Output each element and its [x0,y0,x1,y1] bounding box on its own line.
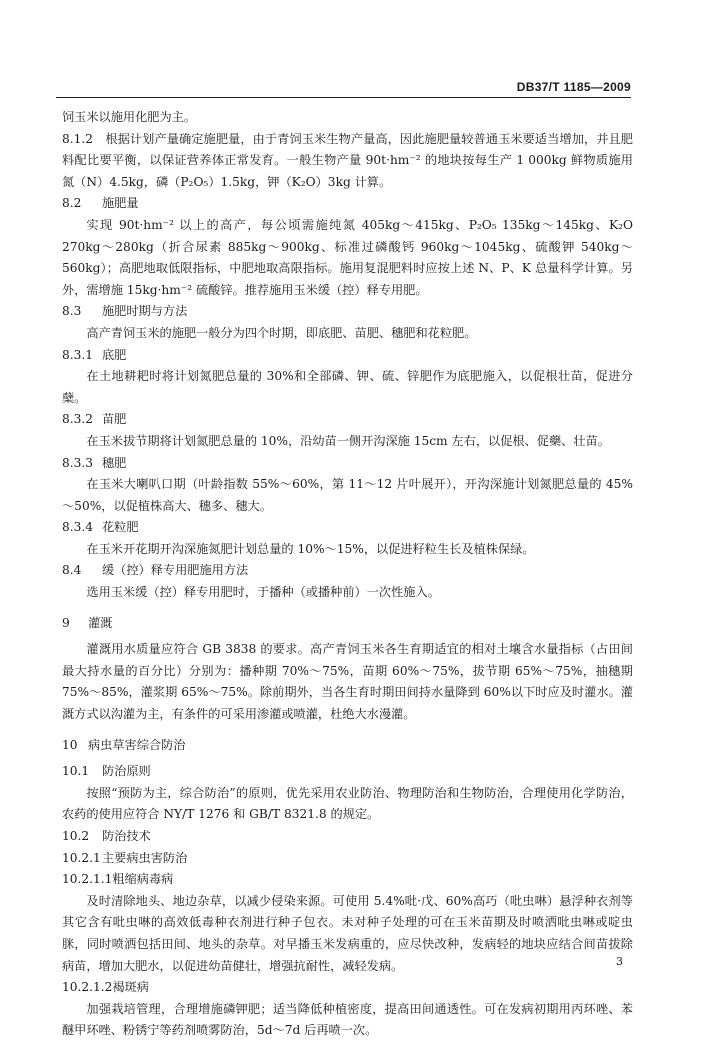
clause-number: 10.2.1.2 [62,980,113,995]
clause-heading [62,560,633,582]
document-body [62,107,633,1042]
paragraph: 按照“预防为主，综合防治”的原则，优先采用农业防治、物理防治和生物防治，合理使用化学防治，农药的使用应符合 NY/T 1276 和 GB/T 8321.8 的规定。 [62,785,633,822]
paragraph: 在玉米大喇叭口期（叶龄指数 55%～60%，第 11～12 片叶展开），开沟深施计划氮肥总量的 45%～50%，以促植株高大、穗多、穗大。 [62,477,633,513]
clause-number: 10.2 [62,829,90,843]
clause-number: 8.3 [62,304,82,319]
clause-heading [62,453,633,475]
clause-number: 10.1 [62,764,90,779]
clause-number: 8.2 [62,196,82,211]
clause-number: 8.3.3 [62,455,94,470]
clause-heading [62,761,633,783]
clause-title: 底肥 [102,347,127,362]
clause-number: 8.3.4 [62,520,94,535]
clause-heading [62,301,633,323]
paragraph: 加强栽培管理，合理增施磷钾肥；适当降低种植密度，提高田间通透性。可在发病初期用丙环唑、苯醚甲环唑、粉锈宁等药剂喷雾防治，5d～7d 后再喷一次。 [62,1001,633,1038]
paragraph: 及时清除地头、地边杂草，以减少侵染来源。可使用 5.4%吡·戊、60%高巧（吡虫啉）悬浮种衣剂等其它含有吡虫啉的高效低毒种衣剂进行种子包衣。未对种子处理的可在玉米苗期及时喷洒吡虫啉或啶虫脒，同时喷洒包括田间、地头的杂草。对早播玉米发病重的，应尽快改种，发病轻的地块应结合间苗拔除病苗，增加大肥水，以促进幼苗健壮，增强抗耐性，减轻发病。 [62,893,633,973]
clause-title: 苗肥 [102,412,127,427]
clause-title: 穗肥 [102,455,127,470]
clause-heading [62,869,633,891]
clause-title: 防治原则 [102,764,151,779]
clause-heading [62,977,633,999]
paragraph: 饲玉米以施用化肥为主。 [62,110,197,124]
page-number: 3 [616,955,623,968]
paragraph: 在玉米拔节期将计划氮肥总量的 10%，沿幼苗一侧开沟深施 15cm 左右，以促根、促藥、壮苗。 [86,433,610,448]
clause-number: 8.4 [62,563,82,578]
clause-title: 施肥量 [102,196,139,211]
clause-heading [62,193,633,215]
clause-title: 主要病虫害防治 [102,850,188,865]
paragraph: 在土地耕耙时将计划氮肥总量的 30%和全部磷、钾、硫、锌肥作为底肥施入，以促根壮苗，促进分蘖。 [62,369,633,405]
paragraph: 实现 90t·hm⁻² 以上的高产，每公顷需施纯氮 405kg～415kg、P₂O₅ 135kg～145kg、K₂O 270kg～280kg（折合尿素 885kg～900kg、标准过磷酸钙 960kg～1045kg、硫酸钾 540kg～560kg）；高肥地取低限指标，中肥地取高限指标。施用复混肥料时应按上述 N、P、K 总量科学计算。另外，需增施 15kg·hm⁻² 硫酸锌。推荐施用玉米缓（控）释专用肥。 [62,217,633,297]
clause-heading [62,826,633,848]
clause-title: 粗缩病毒病 [112,872,174,887]
clause-title: 灌溉 [88,615,113,630]
clause-title: 施肥时期与方法 [102,304,188,319]
clause-heading [62,848,633,870]
clause-title: 缓（控）释专用肥施用方法 [102,563,249,578]
section-heading [62,735,633,757]
paragraph: 在玉米开花期开沟深施氮肥计划总量的 10%～15%，以促进籽粒生长及植株保绿。 [86,541,535,556]
paragraph: 8.1.2 根据计划产量确定施肥量，由于青饲玉米生物产量高，因此施肥量较普通玉米要适当增加，并且肥料配比要平衡，以保证营养体正常发育。一般生物产量 90t·hm⁻² 的地块按每生产 1 000kg 鲜物质施用氮（N）4.5kg，磷（P₂O₅）1.5kg，钾（K₂O）3kg 计算。 [62,131,633,189]
paragraph: 选用玉米缓（控）释专用肥时，于播种（或播种前）一次性施入。 [86,585,440,600]
header-rule [56,97,631,98]
clause-number: 10 [62,737,78,752]
clause-number: 10.2.1.1 [62,872,113,887]
clause-number: 8.3.1 [62,347,94,362]
clause-heading [62,409,633,431]
clause-number: 9 [62,615,70,630]
clause-heading [62,345,633,367]
clause-title: 花粒肥 [102,520,139,535]
clause-title: 褐斑病 [112,980,149,995]
paragraph: 灌溉用水质量应符合 GB 3838 的要求。高产青饲玉米各生育期适宜的相对土壤含水量指标（占田间最大持水量的百分比）分别为：播种期 70%～75%，苗期 60%～75%，拔节期 65%～75%，抽穗期 75%～85%，灌浆期 65%～75%。除前期外，当各生育时期田间持水量降到 60%以下时应及时灌水。灌溉方式以沟灌为主，有条件的可采用渗灌或喷灌，杜绝大水漫灌。 [62,642,633,722]
clause-number: 10.2.1 [62,850,101,865]
clause-title: 病虫草害综合防治 [88,737,186,752]
paragraph: 高产青饲玉米的施肥一般分为四个时期，即底肥、苗肥、穗肥和花粒肥。 [86,325,477,340]
clause-heading [62,517,633,539]
section-heading [62,613,633,635]
clause-title: 防治技术 [102,829,151,843]
standard-number: DB37/T 1185—2009 [516,80,631,94]
clause-number: 8.3.2 [62,412,94,427]
